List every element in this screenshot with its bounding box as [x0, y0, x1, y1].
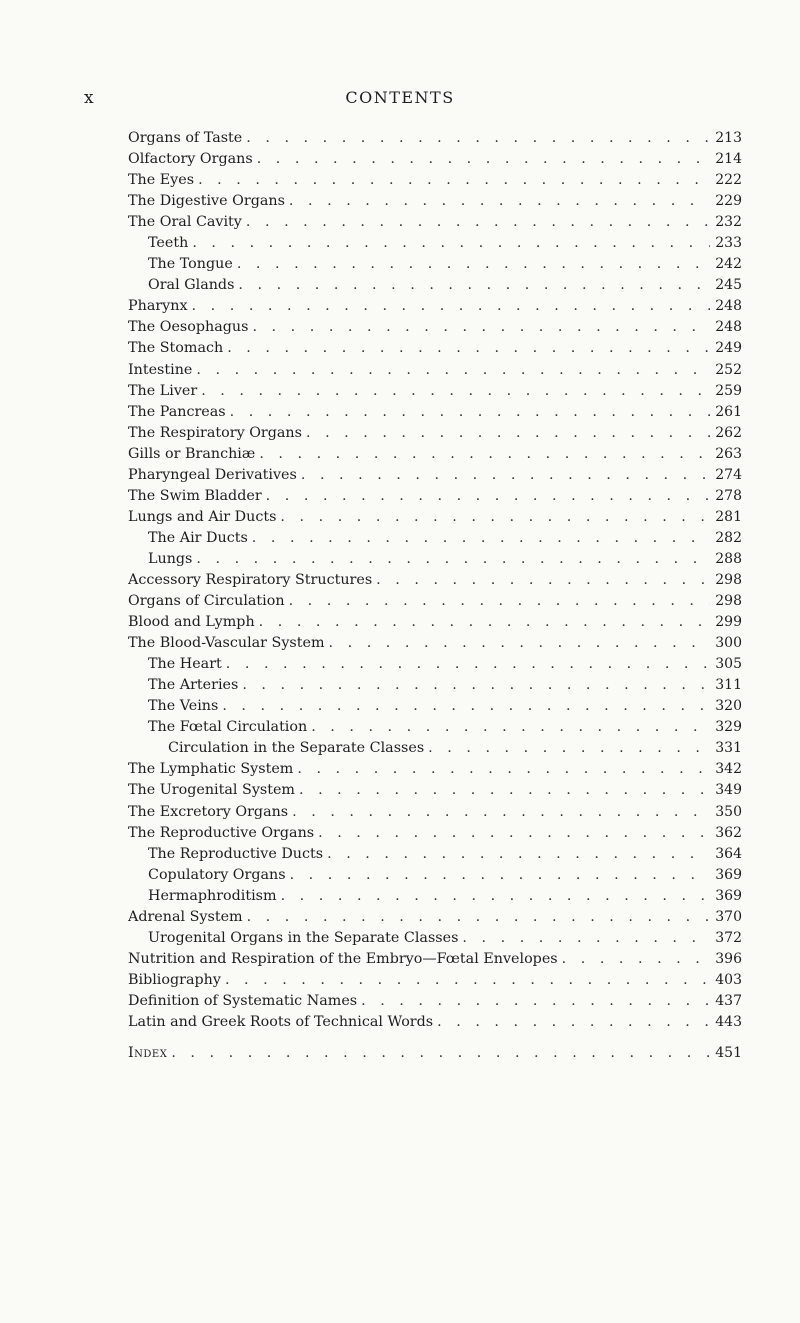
toc-entry-title: The Heart — [148, 656, 222, 673]
toc-entry-title: Teeth — [148, 235, 189, 252]
toc-entry[interactable] — [128, 928, 742, 949]
leader-dots — [327, 844, 710, 865]
leader-dots — [280, 507, 710, 528]
toc-entry-page: 451 — [715, 1045, 742, 1062]
toc-entry-page: 329 — [715, 719, 742, 736]
leader-dots — [246, 212, 710, 233]
leader-dots — [292, 802, 710, 823]
toc-entry-title: The Oral Cavity — [128, 214, 242, 231]
toc-entry-title: Urogenital Organs in the Separate Classes — [148, 929, 459, 946]
leader-dots — [299, 780, 710, 801]
toc-entry-page: 281 — [715, 508, 742, 525]
toc-entry-page: 403 — [715, 971, 742, 988]
toc-entry-title: The Respiratory Organs — [128, 424, 302, 441]
toc-entry-title: The Reproductive Ducts — [148, 845, 324, 862]
toc-entry-page: 233 — [715, 235, 742, 252]
toc-entry-page: 261 — [715, 403, 742, 420]
toc-entry[interactable] — [128, 591, 742, 612]
leader-dots — [290, 865, 710, 886]
toc-entry-title: Blood and Lymph — [128, 614, 255, 631]
toc-entry-page: 213 — [715, 130, 742, 146]
toc-entry-title: Pharynx — [128, 298, 188, 315]
leader-dots — [230, 402, 710, 423]
toc-entry-title: Organs of Circulation — [128, 593, 285, 610]
leader-dots — [311, 717, 710, 738]
leader-dots — [225, 970, 710, 991]
toc-entry[interactable] — [128, 991, 742, 1012]
toc-entry[interactable] — [128, 528, 742, 549]
leader-dots — [259, 444, 710, 465]
toc-entry-title: Gills or Branchiæ — [128, 445, 256, 462]
leader-dots — [242, 675, 710, 696]
toc-entry[interactable] — [128, 844, 742, 865]
toc-entry-title: Nutrition and Respiration of the Embryo—Fœtal Envelopes — [128, 950, 558, 967]
toc-entry-page: 369 — [715, 866, 742, 883]
toc-entry[interactable] — [128, 907, 742, 928]
leader-dots — [226, 654, 710, 675]
toc-entry[interactable] — [128, 465, 742, 486]
leader-dots — [192, 296, 710, 317]
toc-entry[interactable] — [128, 360, 742, 381]
toc-entry[interactable] — [128, 759, 742, 780]
toc-entry[interactable] — [128, 717, 742, 738]
toc-entry-title: Bibliography — [128, 971, 221, 988]
leader-dots — [252, 528, 710, 549]
toc-entry[interactable] — [128, 780, 742, 801]
leader-dots — [301, 465, 710, 486]
toc-entry-page: 311 — [715, 677, 742, 694]
toc-entry[interactable] — [128, 254, 742, 275]
leader-dots — [259, 612, 710, 633]
toc-entry[interactable] — [128, 675, 742, 696]
toc-entry-page: 274 — [715, 466, 742, 483]
leader-dots — [289, 191, 710, 212]
toc-entry-page: 443 — [715, 1013, 742, 1030]
leader-dots — [462, 928, 710, 949]
toc-entry[interactable] — [128, 275, 742, 296]
toc-entry-page: 437 — [715, 992, 742, 1009]
toc-entry[interactable] — [128, 696, 742, 717]
leader-dots — [329, 633, 710, 654]
toc-entry-page: 372 — [715, 929, 742, 946]
toc-entry[interactable] — [128, 170, 742, 191]
toc-entry-title: The Pancreas — [128, 403, 226, 420]
toc-entry-title: Adrenal System — [128, 908, 243, 925]
leader-dots — [306, 423, 710, 444]
toc-entry[interactable] — [128, 949, 742, 970]
toc-entry[interactable] — [128, 1012, 742, 1033]
leader-dots — [192, 233, 710, 254]
toc-entry[interactable] — [128, 507, 742, 528]
toc-entry-page: 248 — [715, 319, 742, 336]
leader-dots — [171, 1043, 710, 1064]
toc-entry-title: The Oesophagus — [128, 319, 249, 336]
toc-entry[interactable] — [128, 233, 742, 254]
toc-entry-page: 229 — [715, 193, 742, 210]
toc-entry[interactable] — [128, 823, 742, 844]
page-number: x — [84, 88, 95, 108]
toc-entry-page: 369 — [715, 887, 742, 904]
toc-entry[interactable] — [128, 212, 742, 233]
leader-dots — [562, 949, 710, 970]
toc-entry-page: 300 — [715, 635, 742, 652]
toc-entry-page: 299 — [715, 614, 742, 631]
page-title: CONTENTS — [345, 88, 455, 107]
toc-entry[interactable] — [128, 296, 742, 317]
toc-entry-title: Circulation in the Separate Classes — [168, 740, 425, 757]
toc-entry-page: 349 — [715, 782, 742, 799]
toc-entry-title: Olfactory Organs — [128, 151, 253, 168]
toc-entry-title: The Blood-Vascular System — [128, 635, 325, 652]
toc-entry[interactable] — [128, 444, 742, 465]
toc-entry-page: 331 — [715, 740, 742, 757]
toc-entry-title: Definition of Systematic Names — [128, 992, 358, 1009]
toc-entry-title: The Urogenital System — [128, 782, 295, 799]
toc-entry-page: 252 — [715, 361, 742, 378]
toc-entry-page: 396 — [715, 950, 742, 967]
toc-entry-title: Pharyngeal Derivatives — [128, 466, 297, 483]
toc-entry[interactable] — [128, 970, 742, 991]
toc-entry-title: Lungs — [148, 550, 193, 567]
toc-entry-title: Copulatory Organs — [148, 866, 286, 883]
toc-entry-title: The Excretory Organs — [128, 803, 289, 820]
toc-entry[interactable] — [128, 338, 742, 359]
toc-entry[interactable] — [128, 381, 742, 402]
toc-entry-page: 249 — [715, 340, 742, 357]
toc-entry-title: The Eyes — [128, 172, 195, 189]
toc-entry-title: The Fœtal Circulation — [148, 719, 308, 736]
toc-entry-title: Lungs and Air Ducts — [128, 508, 277, 525]
toc-entry-page: 370 — [715, 908, 742, 925]
toc-entry-list — [128, 128, 742, 1033]
toc-entry-title: Hermaphroditism — [148, 887, 277, 904]
toc-entry[interactable] — [128, 149, 742, 170]
leader-dots — [196, 549, 710, 570]
toc-entry-page: 214 — [715, 151, 742, 168]
leader-dots — [247, 907, 710, 928]
toc-entry-title: The Stomach — [128, 340, 224, 357]
toc-entry[interactable] — [128, 654, 742, 675]
toc-entry[interactable] — [128, 738, 742, 759]
toc-entry-title: The Liver — [128, 382, 198, 399]
toc-entry-index[interactable] — [128, 1043, 742, 1064]
table-of-contents — [128, 128, 742, 1064]
leader-dots — [257, 149, 710, 170]
leader-dots — [238, 275, 710, 296]
leader-dots — [198, 170, 710, 191]
toc-entry-title: Oral Glands — [148, 277, 235, 294]
toc-entry-page: 259 — [715, 382, 742, 399]
toc-entry[interactable] — [128, 886, 742, 907]
leader-dots — [361, 991, 710, 1012]
leader-dots — [222, 696, 710, 717]
toc-entry-title: Index — [128, 1045, 168, 1062]
leader-dots — [266, 486, 710, 507]
toc-entry-title: The Veins — [148, 698, 219, 715]
toc-entry-page: 305 — [715, 656, 742, 673]
toc-entry-title: The Swim Bladder — [128, 487, 262, 504]
leader-dots — [318, 823, 710, 844]
leader-dots — [289, 591, 710, 612]
leader-dots — [428, 738, 710, 759]
toc-entry[interactable] — [128, 317, 742, 338]
toc-entry-page: 222 — [715, 172, 742, 189]
toc-entry-page: 298 — [715, 571, 742, 588]
toc-entry[interactable] — [128, 402, 742, 423]
toc-entry[interactable] — [128, 865, 742, 886]
leader-dots — [196, 360, 710, 381]
toc-entry-title: Intestine — [128, 361, 193, 378]
page-header — [0, 88, 800, 112]
leader-dots — [246, 128, 710, 149]
toc-entry-page: 262 — [715, 424, 742, 441]
toc-entry-page: 245 — [715, 277, 742, 294]
toc-entry-title: Accessory Respiratory Structures — [128, 571, 373, 588]
toc-entry-page: 282 — [715, 529, 742, 546]
toc-entry[interactable] — [128, 633, 742, 654]
leader-dots — [297, 759, 710, 780]
toc-entry[interactable] — [128, 423, 742, 444]
toc-entry-page: 342 — [715, 761, 742, 778]
leader-dots — [252, 317, 710, 338]
toc-entry-page: 350 — [715, 803, 742, 820]
toc-entry[interactable] — [128, 549, 742, 570]
toc-entry-page: 288 — [715, 550, 742, 567]
toc-entry-page: 364 — [715, 845, 742, 862]
leader-dots — [376, 570, 710, 591]
toc-entry-title: The Arteries — [148, 677, 239, 694]
leader-dots — [281, 886, 710, 907]
toc-entry[interactable] — [128, 612, 742, 633]
toc-entry[interactable] — [128, 128, 742, 149]
toc-entry-page: 232 — [715, 214, 742, 231]
leader-dots — [237, 254, 710, 275]
toc-entry-page: 298 — [715, 593, 742, 610]
leader-dots — [201, 381, 710, 402]
toc-entry-title: The Digestive Organs — [128, 193, 285, 210]
toc-entry-page: 248 — [715, 298, 742, 315]
toc-entry-page: 263 — [715, 445, 742, 462]
toc-entry-page: 242 — [715, 256, 742, 273]
toc-entry[interactable] — [128, 570, 742, 591]
leader-dots — [437, 1012, 710, 1033]
toc-entry-title: The Reproductive Organs — [128, 824, 315, 841]
toc-entry[interactable] — [128, 802, 742, 823]
toc-entry-page: 362 — [715, 824, 742, 841]
leader-dots — [227, 338, 710, 359]
toc-entry-title: The Tongue — [148, 256, 233, 273]
toc-entry-page: 320 — [715, 698, 742, 715]
toc-entry[interactable] — [128, 486, 742, 507]
toc-entry-title: The Lymphatic System — [128, 761, 294, 778]
toc-entry-page: 278 — [715, 487, 742, 504]
toc-entry[interactable] — [128, 191, 742, 212]
toc-entry-title: Organs of Taste — [128, 130, 243, 146]
toc-entry-title: The Air Ducts — [148, 529, 248, 546]
toc-entry-title: Latin and Greek Roots of Technical Words — [128, 1013, 434, 1030]
